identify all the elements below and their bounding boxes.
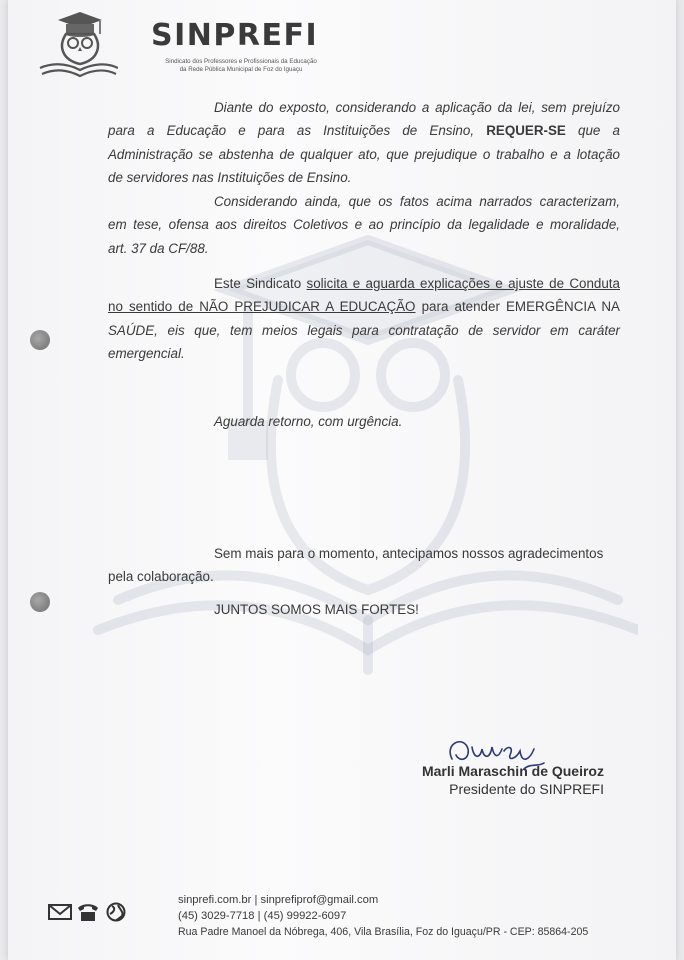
footer-contact bbox=[178, 892, 588, 940]
brand-subtitle: Sindicato dos Professores e Profissionais da Educação da Rede Pública Municipal de Foz do Iguaçu bbox=[165, 58, 317, 73]
paragraph-motto: JUNTOS SOMOS MAIS FORTES! bbox=[214, 602, 419, 617]
paragraph-sindicato: Este Sindicato solicita e aguarda explicações e ajuste de Conduta no sentido de NÃO PREJUDICAR A EDUCAÇÃO para atender EMERGÊNCIA NA SAÚDE, eis que, tem meios legais para contratação de servidor em caráter emergencial. bbox=[108, 276, 620, 362]
globe-icon bbox=[104, 902, 128, 922]
paragraph-aguarda: Aguarda retorno, com urgência. bbox=[214, 414, 403, 429]
paragraph-considerando: Considerando ainda, que os fatos acima narrados caracterizam, em tese, ofensa aos direitos Coletivos e ao princípio da legalidade e moralidade, art. 37 da CF/88. bbox=[108, 194, 620, 256]
footer-address: Rua Padre Manoel da Nóbrega, 406, Vila Brasília, Foz do Iguaçu/PR - CEP: 85864-205 bbox=[178, 926, 589, 938]
punch-hole bbox=[30, 592, 50, 612]
contact-icons bbox=[48, 902, 128, 922]
footer-phones: (45) 3029-7718 | (45) 99922-6097 bbox=[178, 910, 347, 922]
owl-logo-icon bbox=[36, 10, 118, 80]
signature-block bbox=[422, 735, 604, 797]
handwritten-signature-icon bbox=[434, 729, 554, 779]
paragraph-agradecimentos: Sem mais para o momento, antecipamos nossos agradecimentos pela colaboração. bbox=[108, 546, 604, 585]
punch-hole bbox=[30, 330, 50, 350]
requer-se-emphasis: REQUER-SE bbox=[486, 123, 566, 139]
paragraph-requer: Diante do exposto, considerando a aplicação da lei, sem prejuízo para a Educação e para as Instituições de Ensino, REQUER-SE que a Administração se abstenha de qualquer ato, que prejudique o trabalho e a lotação de servidores nas Instituições de Ensino. bbox=[108, 100, 620, 186]
envelope-icon bbox=[48, 902, 72, 922]
signer-name: Marli Maraschin de Queiroz bbox=[421, 763, 604, 779]
signer-role: Presidente do SINPREFI bbox=[449, 781, 604, 797]
footer-web-email: sinprefi.com.br | sinprefiprof@gmail.com bbox=[178, 894, 379, 906]
brand-name: SINPREFI bbox=[151, 18, 319, 53]
telephone-icon bbox=[76, 902, 100, 922]
document-page bbox=[8, 0, 676, 960]
